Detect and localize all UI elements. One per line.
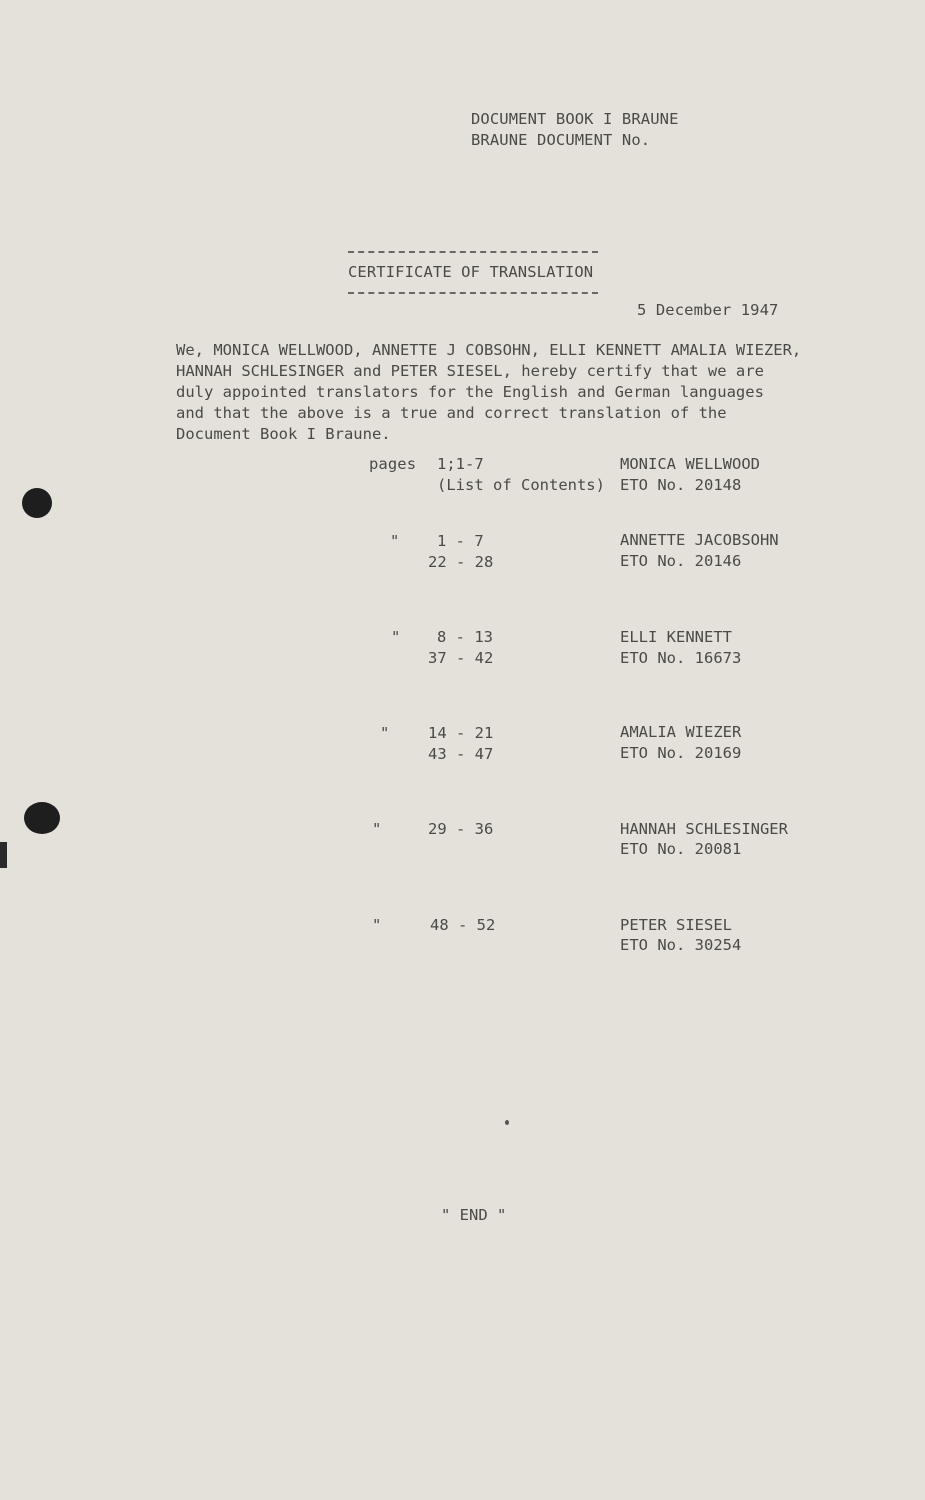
paragraph-line: and that the above is a true and correct translation of the: [176, 404, 727, 422]
translator-name: MONICA WELLWOOD: [620, 455, 760, 473]
translator-name: PETER SIESEL: [620, 916, 732, 934]
translator-name: AMALIA WIEZER: [620, 723, 742, 741]
punch-hole: [22, 488, 52, 518]
translator-eto-number: ETO No. 20146: [620, 552, 742, 570]
paragraph-line: duly appointed translators for the English and German languages: [176, 383, 764, 401]
certification-paragraph: [176, 340, 836, 445]
punch-hole: [24, 802, 60, 834]
page-range: 8 - 13: [437, 628, 493, 646]
document-number-header: BRAUNE DOCUMENT No.: [471, 131, 651, 149]
translator-name: ELLI KENNETT: [620, 628, 732, 646]
page-range: 48 - 52: [430, 916, 496, 934]
page-range: 1 - 7: [437, 532, 484, 550]
certificate-title: CERTIFICATE OF TRANSLATION: [348, 263, 594, 281]
end-marker: " END ": [441, 1206, 507, 1224]
pages-label: pages: [369, 455, 417, 473]
paragraph-line: HANNAH SCHLESINGER and PETER SIESEL, hereby certify that we are: [176, 362, 764, 380]
ditto-mark: ": [372, 820, 382, 838]
page-range: 14 - 21: [428, 724, 494, 742]
page-range: 29 - 36: [428, 820, 494, 838]
certificate-date: 5 December 1947: [637, 301, 779, 319]
ditto-mark: ": [372, 916, 382, 934]
ink-speck: [505, 1120, 509, 1125]
title-rule-bottom: [348, 292, 598, 294]
translator-eto-number: ETO No. 16673: [620, 649, 742, 667]
ditto-mark: ": [391, 628, 401, 646]
translator-eto-number: ETO No. 30254: [620, 936, 742, 954]
edge-mark: [0, 842, 7, 868]
ditto-mark: ": [380, 724, 390, 742]
title-rule-top: [348, 251, 598, 253]
translator-name: HANNAH SCHLESINGER: [620, 820, 788, 838]
translator-name: ANNETTE JACOBSOHN: [620, 531, 779, 549]
translator-eto-number: ETO No. 20148: [620, 476, 742, 494]
translator-eto-number: ETO No. 20169: [620, 744, 742, 762]
page-range: 37 - 42: [428, 649, 494, 667]
page-range-note: (List of Contents): [437, 476, 605, 494]
page-range: 22 - 28: [428, 553, 494, 571]
ditto-mark: ": [390, 532, 400, 550]
document-book-header: DOCUMENT BOOK I BRAUNE: [471, 110, 679, 128]
paragraph-line: Document Book I Braune.: [176, 425, 391, 443]
page-range: 1;1-7: [437, 455, 484, 473]
paragraph-line: We, MONICA WELLWOOD, ANNETTE J COBSOHN, ELLI KENNETT AMALIA WIEZER,: [176, 341, 802, 359]
page-range: 43 - 47: [428, 745, 494, 763]
translator-eto-number: ETO No. 20081: [620, 840, 742, 858]
